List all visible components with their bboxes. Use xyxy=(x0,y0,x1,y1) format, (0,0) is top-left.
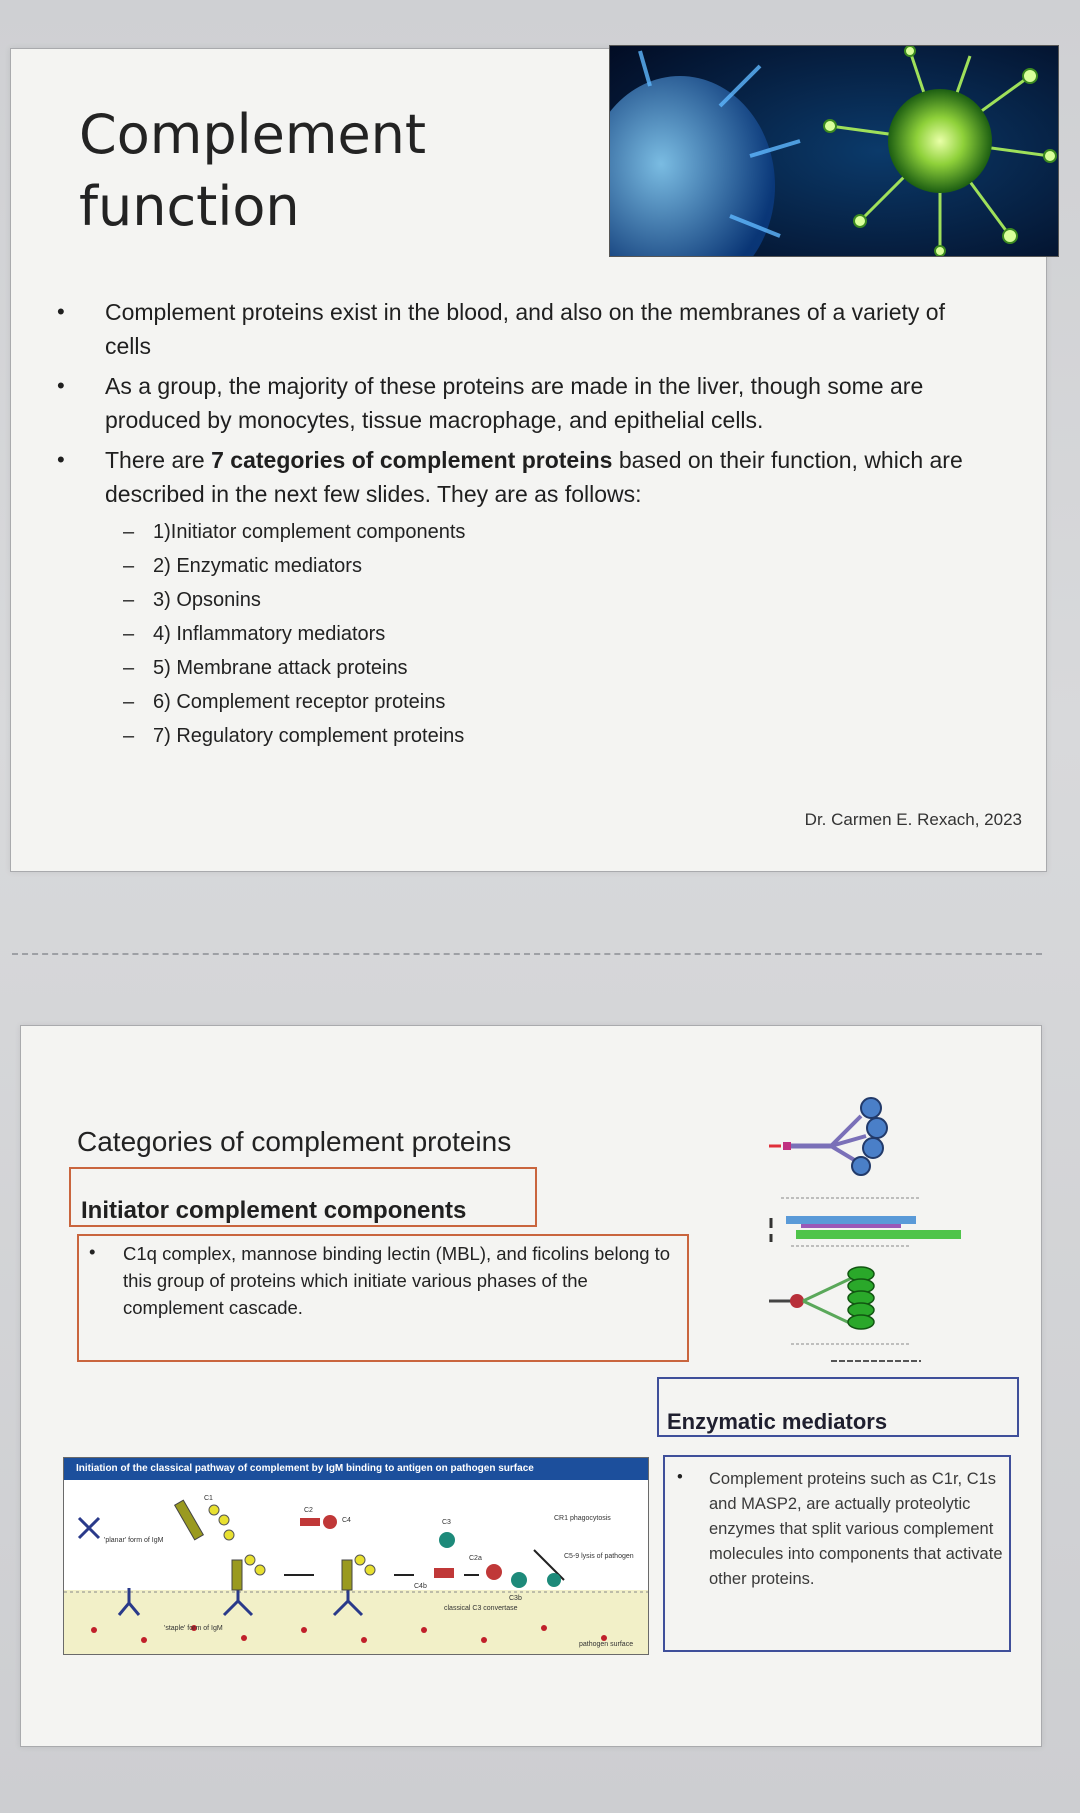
virus-image xyxy=(609,45,1059,257)
category-text: 7) Regulatory complement proteins xyxy=(153,725,465,747)
category-text: 5) Membrane attack proteins xyxy=(153,657,408,679)
dash: – xyxy=(123,555,135,577)
category-list xyxy=(105,515,983,753)
dash: – xyxy=(123,521,135,543)
classical-pathway-figure xyxy=(63,1457,649,1655)
dash: – xyxy=(123,589,135,611)
enzymatic-heading: Enzymatic mediators xyxy=(657,1377,1019,1437)
category-text: 1)Initiator complement components xyxy=(153,521,466,543)
category-item xyxy=(105,515,983,549)
category-item xyxy=(105,719,983,753)
dash: – xyxy=(123,623,135,645)
bullet-item xyxy=(53,443,983,753)
bullet-text: Complement proteins exist in the blood, and also on the membranes of a variety of cells xyxy=(105,299,945,359)
label-c3b: C3b xyxy=(509,1595,522,1602)
initiator-heading: Initiator complement components xyxy=(69,1167,537,1227)
category-item xyxy=(105,617,983,651)
label-c3: C3 xyxy=(442,1519,451,1526)
bullet-bold-text: 7 categories of complement proteins xyxy=(211,447,613,473)
category-text: 6) Complement receptor proteins xyxy=(153,691,446,713)
title-line-1: Complement xyxy=(79,103,427,166)
dash: – xyxy=(123,725,135,747)
label-staple: 'staple' form of IgM xyxy=(164,1625,223,1632)
bullet-text: There are xyxy=(105,447,212,473)
bullet-dot: • xyxy=(677,1468,683,1486)
category-item xyxy=(105,549,983,583)
mbl-icon xyxy=(771,1198,961,1246)
pathway-diagram xyxy=(64,1480,648,1654)
bullet-dot: • xyxy=(57,447,65,472)
label-c4: C4 xyxy=(342,1517,351,1524)
bullet-dot: • xyxy=(89,1241,96,1262)
c1q-icon xyxy=(769,1098,887,1175)
label-planar: 'planar' form of IgM xyxy=(104,1537,164,1544)
bullet-dot: • xyxy=(57,373,65,398)
ficolin-icon xyxy=(769,1267,921,1361)
category-text: 4) Inflammatory mediators xyxy=(153,623,386,645)
bullet-item xyxy=(53,369,983,437)
label-c2a: C2a xyxy=(469,1555,482,1562)
initiator-text: C1q complex, mannose binding lectin (MBL), and ficolins belong to this group of proteins which initiate various phases of the complement cascade. xyxy=(123,1243,671,1318)
bullet-list xyxy=(53,295,983,759)
bullet-dot: • xyxy=(57,299,65,324)
label-c5: C5-9 lysis of pathogen xyxy=(564,1553,634,1560)
category-text: 2) Enzymatic mediators xyxy=(153,555,362,577)
initiator-textbox xyxy=(77,1234,689,1362)
slide-categories xyxy=(20,1025,1042,1747)
label-c4b: C4b xyxy=(414,1583,427,1590)
pathway-title: Initiation of the classical pathway of complement by IgM binding to antigen on pathogen surface xyxy=(64,1458,648,1480)
slide-title: Categories of complement proteins xyxy=(77,1126,512,1157)
category-item xyxy=(105,583,983,617)
author-credit: Dr. Carmen E. Rexach, 2023 xyxy=(804,810,1022,829)
dash: – xyxy=(123,691,135,713)
label-convertase: classical C3 convertase xyxy=(444,1605,518,1612)
slide-title xyxy=(79,99,426,243)
slide-complement-function xyxy=(10,48,1047,872)
label-surface: pathogen surface xyxy=(579,1641,634,1648)
enzymatic-text: Complement proteins such as C1r, C1s and MASP2, are actually proteolytic enzymes that split various complement molecules into components that activate other proteins. xyxy=(709,1470,1003,1588)
bullet-text: As a group, the majority of these proteins are made in the liver, though some are produced by monocytes, tissue macrophage, and epithelial cells. xyxy=(105,373,924,433)
bullet-item xyxy=(53,295,983,363)
title-line-2: function xyxy=(79,175,300,238)
label-cr1: CR1 phagocytosis xyxy=(554,1515,611,1522)
dash: – xyxy=(123,657,135,679)
enzymatic-textbox xyxy=(663,1455,1011,1652)
category-item xyxy=(105,651,983,685)
category-item xyxy=(105,685,983,719)
label-c1: C1 xyxy=(204,1495,213,1502)
bullet-text: based on their function, which are described in the next few slides. They are as follows: xyxy=(105,447,963,507)
label-c2: C2 xyxy=(304,1507,313,1514)
slide-divider xyxy=(12,953,1042,955)
protein-structure-figure xyxy=(761,1086,961,1376)
category-text: 3) Opsonins xyxy=(153,589,261,611)
